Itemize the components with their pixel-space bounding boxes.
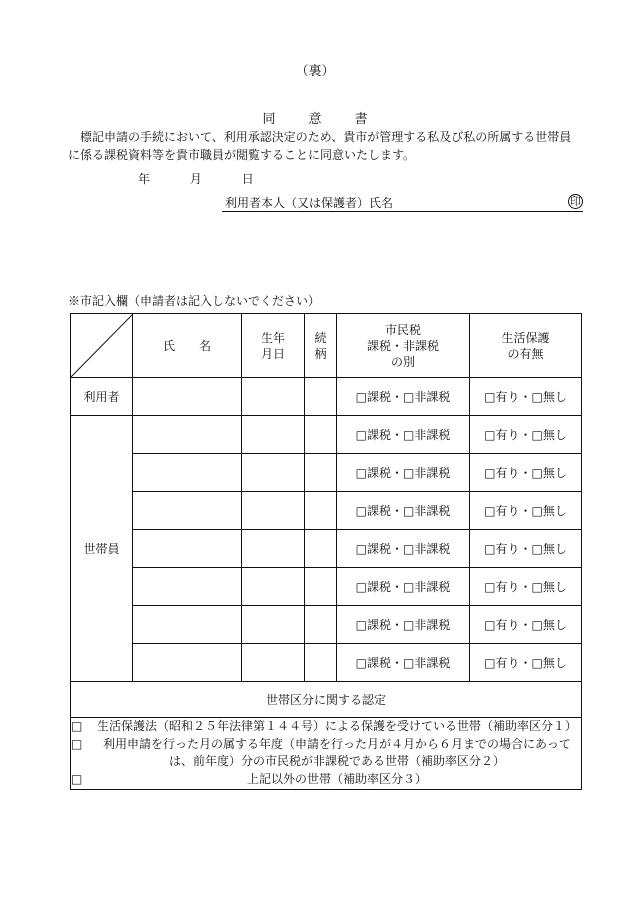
birth-cell[interactable] [242, 378, 305, 416]
relation-cell[interactable] [305, 530, 337, 568]
date-line [138, 170, 290, 187]
note-text: 上記以外の世帯（補助率区分３） [246, 772, 427, 786]
section-title-row [71, 682, 582, 718]
name-cell[interactable] [133, 454, 242, 492]
consent-body: 標記申請の手続において、利用承認決定のため、貴市が管理する私及び私の所属する世帯員に係る課税資料等を貴市職員が閲覧することに同意いたします。 [68, 130, 572, 162]
birth-cell[interactable] [242, 492, 305, 530]
birth-cell[interactable] [242, 606, 305, 644]
note-item[interactable] [71, 718, 581, 735]
birth-cell[interactable] [242, 568, 305, 606]
relation-cell[interactable] [305, 416, 337, 454]
relation-cell[interactable] [305, 606, 337, 644]
tax-checkbox-cell[interactable]: □課税・□非課税 [337, 568, 470, 606]
checkbox-icon[interactable]: □ [71, 772, 83, 786]
table-row [71, 416, 582, 454]
diagonal-line-icon [71, 314, 133, 377]
relation-cell[interactable] [305, 454, 337, 492]
seal-mark: 印 [570, 195, 581, 208]
row-label-user: 利用者 [71, 378, 133, 416]
name-cell[interactable] [133, 378, 242, 416]
welfare-checkbox-cell[interactable]: □有り・□無し [470, 454, 582, 492]
date-year: 年 [138, 172, 151, 186]
table-row [71, 492, 582, 530]
note-item[interactable] [71, 771, 581, 788]
relation-cell[interactable] [305, 492, 337, 530]
section-title: 世帯区分に関する認定 [71, 682, 582, 718]
header-tax: 市民税 課税・非課税 の別 [337, 314, 470, 378]
tax-checkbox-cell[interactable]: □課税・□非課税 [337, 644, 470, 682]
table-row [71, 568, 582, 606]
date-month: 月 [189, 172, 202, 186]
table-row [71, 530, 582, 568]
header-birth: 生年 月日 [242, 314, 305, 378]
side-label: （裏） [295, 64, 335, 79]
relation-cell[interactable] [305, 568, 337, 606]
table-header-row [71, 314, 582, 378]
header-welfare: 生活保護 の有無 [470, 314, 582, 378]
birth-cell[interactable] [242, 416, 305, 454]
table-row [71, 644, 582, 682]
city-use-note: ※市記入欄（申請者は記入しないでください） [68, 294, 321, 308]
birth-cell[interactable] [242, 530, 305, 568]
tax-checkbox-cell[interactable]: □課税・□非課税 [337, 530, 470, 568]
welfare-checkbox-cell[interactable]: □有り・□無し [470, 378, 582, 416]
welfare-checkbox-cell[interactable]: □有り・□無し [470, 416, 582, 454]
birth-cell[interactable] [242, 644, 305, 682]
tax-checkbox-cell[interactable]: □課税・□非課税 [337, 378, 470, 416]
welfare-checkbox-cell[interactable]: □有り・□無し [470, 606, 582, 644]
checkbox-icon[interactable]: □ [71, 719, 83, 733]
household-table [70, 313, 582, 790]
welfare-checkbox-cell[interactable]: □有り・□無し [470, 530, 582, 568]
note-text: 生活保護法（昭和２５年法律第１４４号）による保護を受けている世帯（補助率区分１） [96, 719, 577, 733]
name-cell[interactable] [133, 606, 242, 644]
tax-checkbox-cell[interactable]: □課税・□非課税 [337, 492, 470, 530]
name-cell[interactable] [133, 416, 242, 454]
classification-notes [71, 718, 582, 790]
signature-label: 利用者本人（又は保護者）氏名 [225, 196, 394, 210]
header-relation: 続 柄 [305, 314, 337, 378]
tax-checkbox-cell[interactable]: □課税・□非課税 [337, 454, 470, 492]
welfare-checkbox-cell[interactable]: □有り・□無し [470, 492, 582, 530]
table-row [71, 378, 582, 416]
diagonal-corner-cell [71, 314, 133, 378]
classification-notes-row [71, 718, 582, 790]
date-day: 日 [241, 172, 254, 186]
note-text: 利用申請を行った月の属する年度（申請を行った月が４月から６月までの場合にあっては、前年度）分の市民税が非課税である世帯（補助率区分２） [103, 737, 571, 768]
note-item[interactable] [71, 736, 581, 770]
tax-checkbox-cell[interactable]: □課税・□非課税 [337, 606, 470, 644]
name-cell[interactable] [133, 568, 242, 606]
welfare-checkbox-cell[interactable]: □有り・□無し [470, 568, 582, 606]
name-cell[interactable] [133, 492, 242, 530]
relation-cell[interactable] [305, 644, 337, 682]
consent-title: 同 意 書 [262, 112, 378, 127]
name-cell[interactable] [133, 530, 242, 568]
tax-checkbox-cell[interactable]: □課税・□非課税 [337, 416, 470, 454]
birth-cell[interactable] [242, 454, 305, 492]
relation-cell[interactable] [305, 378, 337, 416]
table-row [71, 606, 582, 644]
table-row [71, 454, 582, 492]
welfare-checkbox-cell[interactable]: □有り・□無し [470, 644, 582, 682]
signature-line[interactable] [222, 194, 583, 212]
checkbox-icon[interactable]: □ [71, 737, 83, 751]
row-label-household: 世帯員 [71, 416, 133, 682]
header-name: 氏 名 [133, 314, 242, 378]
name-cell[interactable] [133, 644, 242, 682]
